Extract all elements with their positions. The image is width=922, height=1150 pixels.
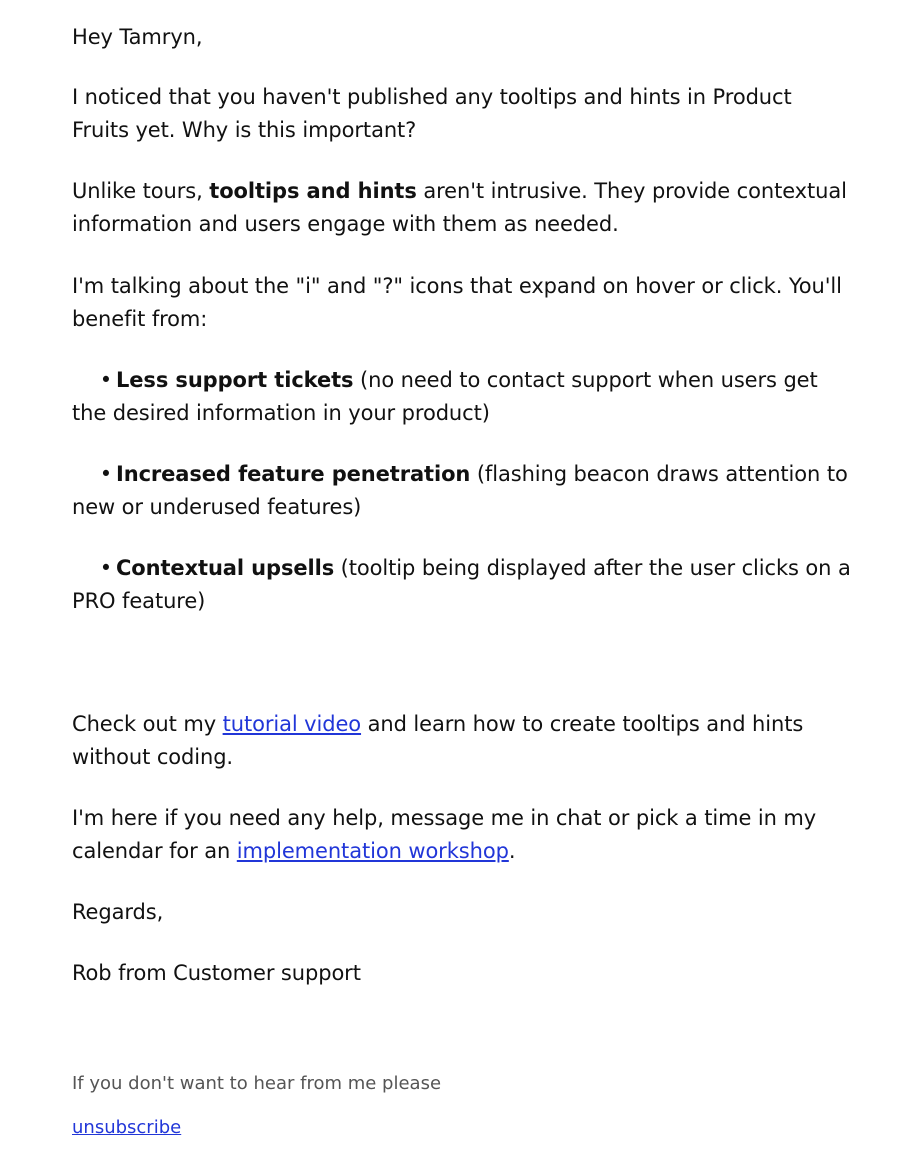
bullet-dot: •: [99, 556, 112, 580]
unsubscribe-link[interactable]: unsubscribe: [72, 1117, 182, 1138]
implementation-workshop-link[interactable]: implementation workshop: [236, 839, 509, 863]
bullet-title: Increased feature penetration: [116, 462, 471, 486]
regards: Regards,: [72, 900, 164, 924]
bullet-title: Less support tickets: [116, 368, 354, 392]
greeting: Hey Tamryn,: [72, 25, 203, 49]
paragraph-icons: I'm talking about the "i" and "?" icons that expand on hover or click. You'll benefit from:: [72, 274, 842, 331]
signature: Rob from Customer support: [72, 961, 361, 985]
paragraph-tutorial: [72, 708, 852, 774]
paragraph-tooltips-benefit: [72, 175, 852, 241]
tutorial-video-link[interactable]: tutorial video: [222, 712, 362, 736]
paragraph-tooltips-prefix: Unlike tours,: [72, 179, 210, 203]
bullet-item: [72, 458, 852, 524]
bullet-text: (flashing beacon draws attention to new or underused features): [72, 462, 848, 519]
footer-text: If you don't want to hear from me please: [72, 1073, 442, 1094]
paragraph-tutorial-suffix: and learn how to create tooltips and hints without coding.: [72, 712, 804, 769]
paragraph-help-suffix: .: [508, 839, 516, 863]
paragraph-tutorial-prefix: Check out my: [72, 712, 223, 736]
paragraph-intro: I noticed that you haven't published any tooltips and hints in Product Fruits yet. Why is this important?: [72, 85, 792, 142]
bullet-dot: •: [99, 462, 112, 486]
paragraph-help: [72, 802, 852, 868]
bullet-dot: •: [99, 368, 112, 392]
paragraph-help-prefix: I'm here if you need any help, message me in chat or pick a time in my calendar for an: [72, 806, 817, 863]
bullet-title: Contextual upsells: [116, 556, 335, 580]
bullet-item: [72, 552, 852, 618]
tooltips-and-hints-bold: tooltips and hints: [209, 179, 417, 203]
bullet-item: [72, 364, 852, 430]
bullet-text: (no need to contact support when users get the desired information in your product): [72, 368, 818, 425]
bullet-text: (tooltip being displayed after the user clicks on a PRO feature): [72, 556, 851, 613]
paragraph-tooltips-suffix: aren't intrusive. They provide contextual information and users engage with them as needed.: [72, 179, 847, 236]
